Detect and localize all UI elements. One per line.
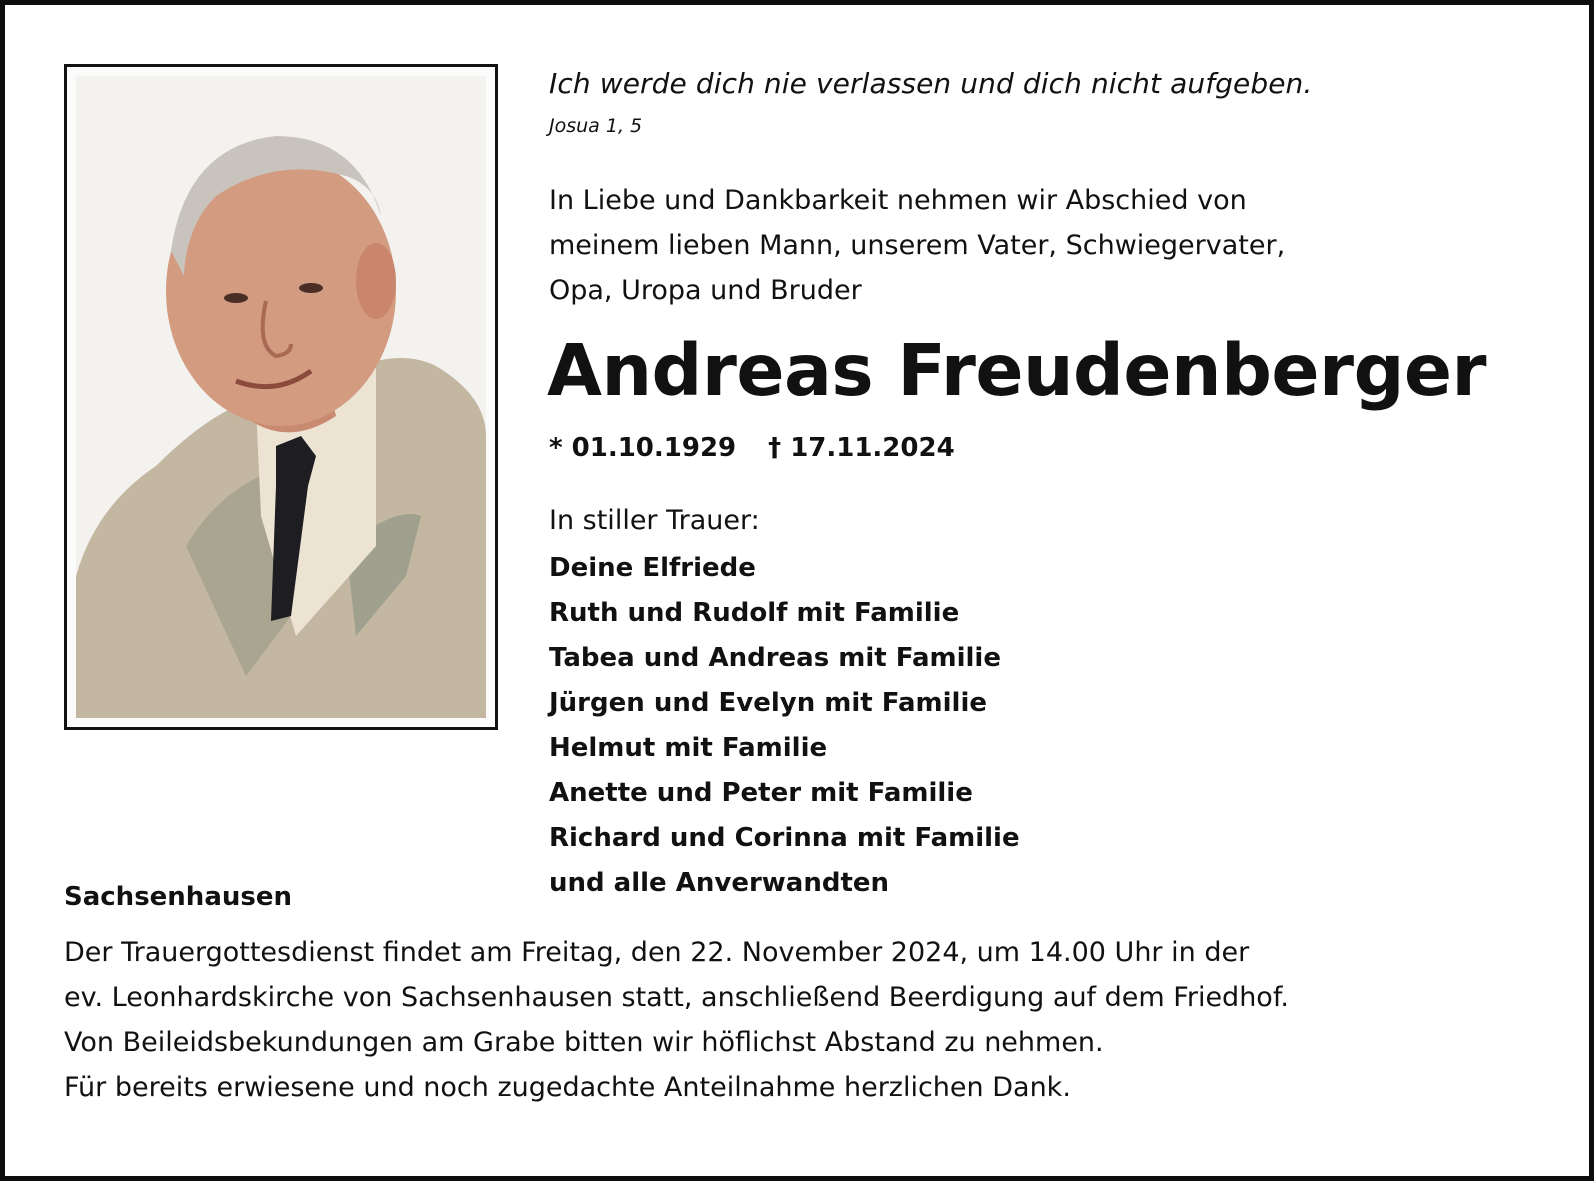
- mourner-entry: und alle Anverwandten: [549, 868, 890, 898]
- mourner-entry: Jürgen und Evelyn mit Familie: [549, 688, 987, 718]
- place-name: Sachsenhausen: [64, 882, 292, 912]
- mourner-entry: Tabea und Andreas mit Familie: [549, 643, 1001, 673]
- service-notice: [64, 930, 1289, 1110]
- notice-line: Der Trauergottesdienst findet am Freitag, den 22. November 2024, um 14.00 Uhr in der: [64, 937, 1250, 968]
- intro-line: Opa, Uropa und Bruder: [549, 275, 862, 306]
- mourner-entry: Ruth und Rudolf mit Familie: [549, 598, 960, 628]
- deceased-name: Andreas Freudenberger: [547, 329, 1487, 412]
- mourners-list: [549, 546, 1020, 906]
- mourner-entry: Helmut mit Familie: [549, 733, 828, 763]
- mourner-entry: Richard und Corinna mit Familie: [549, 823, 1020, 853]
- mourner-entry: Deine Elfriede: [549, 553, 756, 583]
- death-date: † 17.11.2024: [768, 433, 955, 463]
- mourner-entry: Anette und Peter mit Familie: [549, 778, 973, 808]
- notice-line: Für bereits erwiesene und noch zugedachte Anteilnahme herzlichen Dank.: [64, 1072, 1071, 1103]
- bible-quote: Ich werde dich nie verlassen und dich nicht aufgeben.: [549, 67, 1313, 100]
- intro-line: In Liebe und Dankbarkeit nehmen wir Abschied von: [549, 185, 1247, 216]
- intro-line: meinem lieben Mann, unserem Vater, Schwiegervater,: [549, 230, 1286, 261]
- portrait-illustration: [76, 76, 486, 718]
- portrait-photo: [76, 76, 486, 718]
- portrait-frame: [64, 64, 498, 730]
- bible-reference: Josua 1, 5: [549, 115, 643, 137]
- mourning-label: In stiller Trauer:: [549, 505, 760, 536]
- birth-date: * 01.10.1929: [549, 433, 737, 463]
- intro-text: [549, 178, 1285, 313]
- notice-line: Von Beileidsbekundungen am Grabe bitten wir höflichst Abstand zu nehmen.: [64, 1027, 1104, 1058]
- life-dates: [549, 433, 955, 463]
- notice-line: ev. Leonhardskirche von Sachsenhausen statt, anschließend Beerdigung auf dem Friedhof.: [64, 982, 1289, 1013]
